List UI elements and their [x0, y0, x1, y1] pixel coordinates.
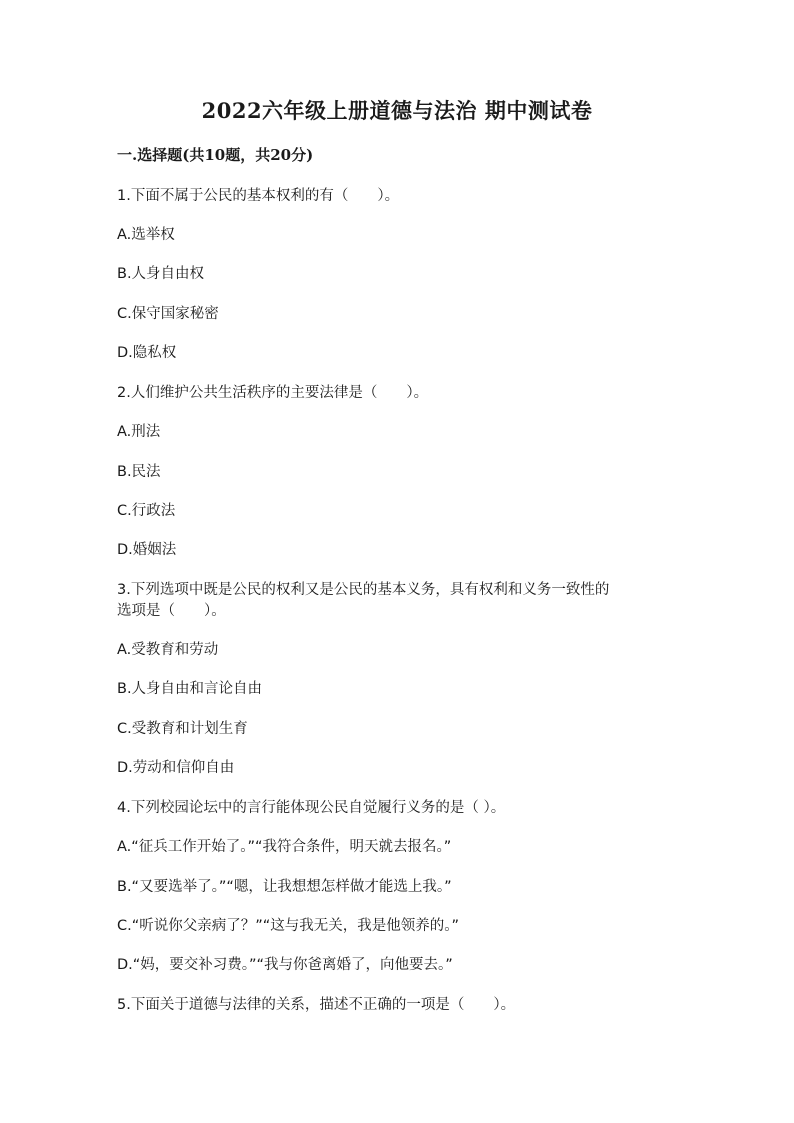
page-title: 2022六年级上册道德与法治 期中测试卷	[201, 98, 593, 123]
question-1-option-a: A.选举权	[117, 227, 175, 243]
question-4-option-b: B.“又要选举了。”“嗯，让我想想怎样做才能选上我。”	[117, 879, 452, 895]
question-3-stem-line-2: 选项是（ ）。	[117, 603, 226, 619]
question-5-stem: 5.下面关于道德与法律的关系，描述不正确的一项是（ ）。	[117, 997, 516, 1013]
question-3-option-d: D.劳动和信仰自由	[117, 760, 235, 776]
question-1-option-b: B.人身自由权	[117, 266, 205, 282]
question-4-stem: 4.下列校园论坛中的言行能体现公民自觉履行义务的是（ ）。	[117, 800, 506, 816]
question-3-stem-line-1: 3.下列选项中既是公民的权利又是公民的基本义务，具有权利和义务一致性的	[117, 582, 610, 598]
question-4-option-d: D.“妈，要交补习费。”“我与你爸离婚了，向他要去。”	[117, 957, 453, 973]
question-2-option-b: B.民法	[117, 464, 161, 480]
question-3-option-c: C.受教育和计划生育	[117, 721, 248, 737]
question-1-stem: 1.下面不属于公民的基本权利的有（ ）。	[117, 188, 400, 204]
question-2-option-c: C.行政法	[117, 503, 176, 519]
question-4-option-a: A.“征兵工作开始了。”“我符合条件，明天就去报名。”	[117, 839, 452, 855]
question-2-stem: 2.人们维护公共生活秩序的主要法律是（ ）。	[117, 385, 429, 401]
question-1-option-c: C.保守国家秘密	[117, 306, 219, 322]
section-heading: 一.选择题(共10题，共20分)	[117, 146, 314, 164]
question-2-option-d: D.婚姻法	[117, 542, 177, 558]
question-2-option-a: A.刑法	[117, 424, 161, 440]
question-4-option-c: C.“听说你父亲病了？”“这与我无关，我是他领养的。”	[117, 918, 460, 934]
question-3-option-b: B.人身自由和言论自由	[117, 681, 263, 697]
question-3-option-a: A.受教育和劳动	[117, 642, 219, 658]
question-1-option-d: D.隐私权	[117, 345, 177, 361]
